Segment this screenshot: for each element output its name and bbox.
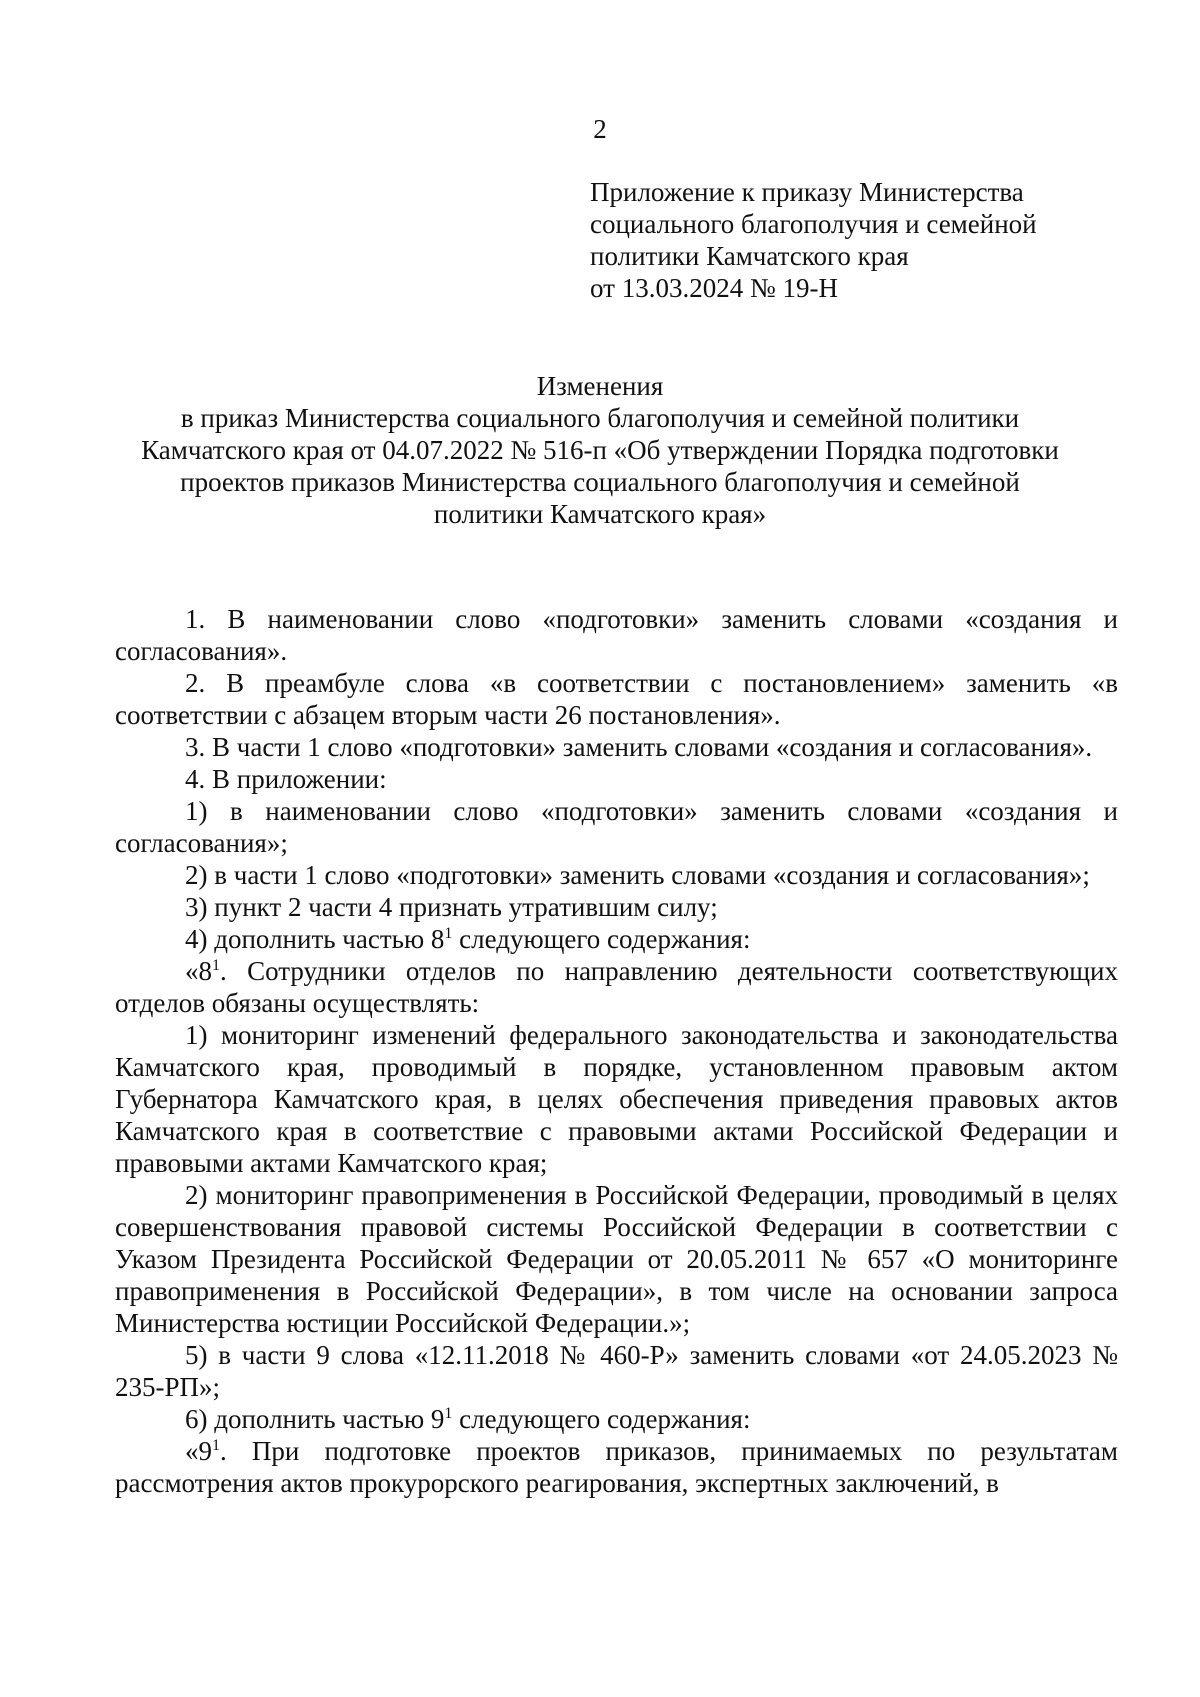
paragraph-text: следующего содержания: (452, 1404, 751, 1434)
superscript: 1 (444, 925, 453, 942)
appendix-header (590, 176, 1150, 304)
paragraph: 2) в части 1 слово «подготовки» заменить словами «создания и согласования»; (185, 860, 1090, 890)
paragraph: 3. В части 1 слово «подготовки» заменить словами «создания и согласования». (185, 732, 1093, 762)
superscript: 1 (212, 1437, 220, 1454)
title-line: в приказ Министерства социального благополучия и семейной политики (180, 403, 1020, 433)
document-body (115, 603, 1118, 1499)
page-number: 2 (593, 114, 607, 144)
paragraph (115, 1403, 1118, 1435)
paragraph-text: следующего содержания: (452, 924, 751, 954)
title-line: Камчатского края от 04.07.2022 № 516-п «Об утверждении Порядка подготовки (141, 435, 1059, 465)
title-line: Изменения (536, 371, 664, 401)
paragraph (115, 1435, 1118, 1499)
appendix-line: социального благополучия и семейной (590, 209, 1037, 239)
title-line: политики Камчатского края» (433, 499, 767, 529)
document-title (100, 370, 1100, 530)
title-line: проектов приказов Министерства социального благополучия и семейной (180, 467, 1020, 497)
appendix-line: политики Камчатского края (590, 241, 909, 271)
paragraph-text: 6) дополнить частью 9 (185, 1404, 445, 1434)
paragraph: 1) мониторинг изменений федерального законодательства и законодательства Камчатского края, проводимый в порядке, установленном правовым актом Губернатора Камчатского края, в целях обеспечения приведения правовых актов Камчатского края в соответствие с правовыми актами Российской Федерации и правовыми актами Камчатского края; (115, 1020, 1118, 1178)
paragraph (115, 923, 1118, 955)
appendix-line: Приложение к приказу Министерства (590, 177, 1024, 207)
paragraph-text: . Сотрудники отделов по направлению деятельности соответствующих отделов обязаны осуществлять: (115, 956, 1118, 1018)
paragraph: 5) в части 9 слова «12.11.2018 № 460-Р» заменить словами «от 24.05.2023 № 235-РП»; (115, 1340, 1118, 1402)
paragraph-text: 4) дополнить частью 8 (185, 924, 445, 954)
paragraph-text: . При подготовке проектов приказов, принимаемых по результатам рассмотрения актов прокурорского реагирования, экспертных заключений, в (115, 1436, 1118, 1498)
paragraph: 2) мониторинг правоприменения в Российской Федерации, проводимый в целях совершенствования правовой системы Российской Федерации в соответствии с Указом Президента Российской Федерации от 20.05.2011 № 657 «О мониторинге правоприменения в Российской Федерации», в том числе на основании запроса Министерства юстиции Российской Федерации.»; (115, 1180, 1118, 1338)
paragraph: 4. В приложении: (185, 764, 387, 794)
paragraph (115, 955, 1118, 1019)
paragraph: 1) в наименовании слово «подготовки» заменить словами «создания и согласования»; (115, 796, 1118, 858)
paragraph-text: «9 (185, 1436, 212, 1466)
paragraph: 1. В наименовании слово «подготовки» заменить словами «создания и согласования». (115, 604, 1118, 666)
superscript: 1 (444, 1405, 453, 1422)
paragraph: 2. В преамбуле слова «в соответствии с постановлением» заменить «в соответствии с абзацем вторым части 26 постановления». (115, 668, 1118, 730)
paragraph-text: «8 (185, 956, 212, 986)
appendix-line: от 13.03.2024 № 19-Н (590, 273, 838, 303)
superscript: 1 (212, 957, 220, 974)
paragraph: 3) пункт 2 части 4 признать утратившим силу; (185, 892, 718, 922)
